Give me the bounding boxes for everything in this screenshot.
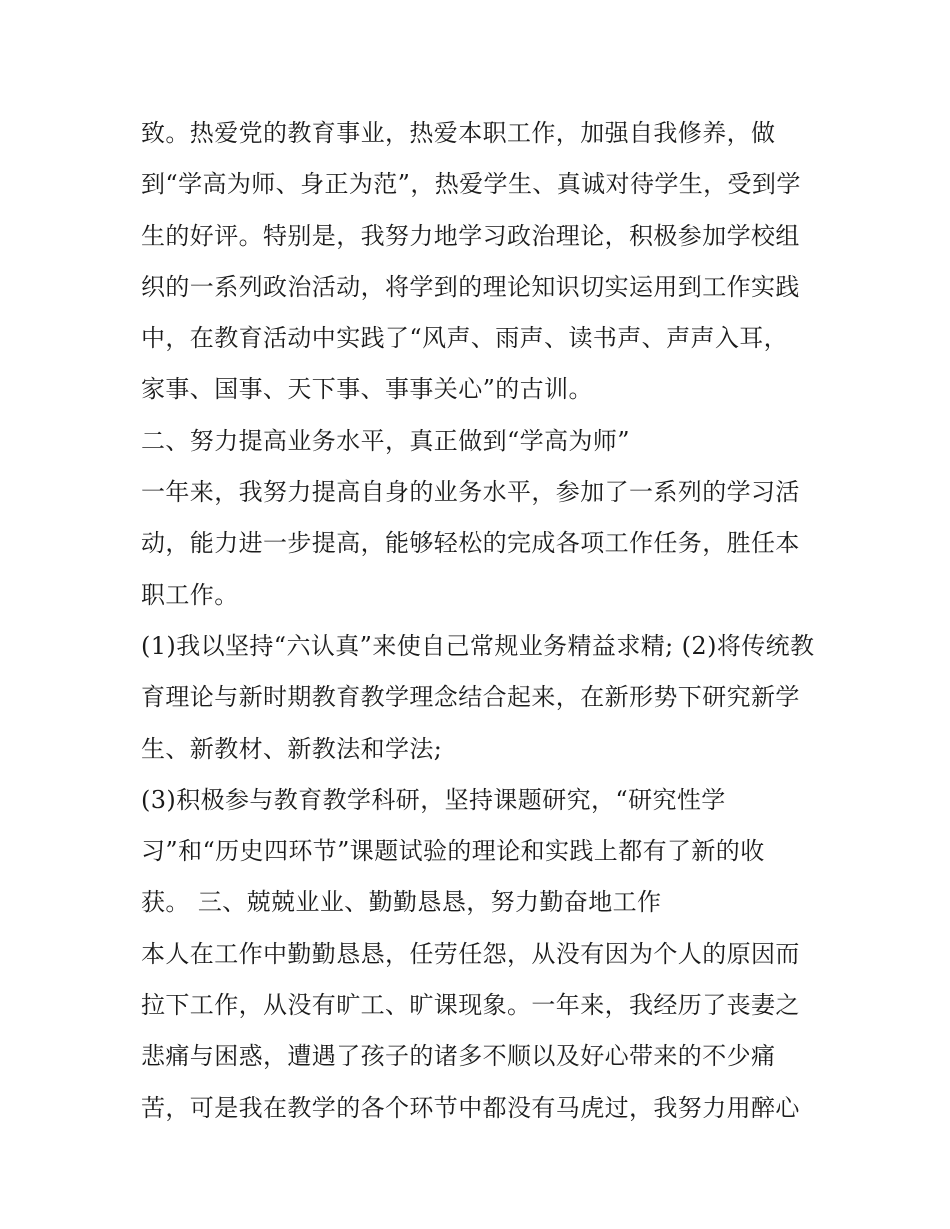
text-line: 苦，可是我在教学的各个环节中都没有马虎过，我努力用醉心 [141, 1093, 800, 1122]
text-line: 中，在教育活动中实践了“风声、雨声、读书声、声声入耳， [141, 324, 789, 353]
text-line: 家事、国事、天下事、事事关心”的古训。 [141, 375, 593, 404]
text-line: 本人在工作中勤勤恳恳，任劳任怨，从没有因为个人的原因而 [141, 939, 800, 968]
text-line: 职工作。 [141, 580, 239, 609]
text-line: 习”和“历史四环节”课题试验的理论和实践上都有了新的收 [141, 837, 765, 866]
text-line: 一年来，我努力提高自身的业务水平，参加了一系列的学习活 [141, 478, 800, 507]
text-line: 到“学高为师、身正为范”，热爱学生、真诚对待学生，受到学 [141, 170, 801, 199]
text-line: 生的好评。特别是，我努力地学习政治理论，积极参加学校组 [141, 221, 800, 250]
text-line: (3)积极参与教育教学科研，坚持课题研究，“研究性学 [141, 785, 726, 814]
text-line: 育理论与新时期教育教学理念结合起来，在新形势下研究新学 [141, 683, 800, 712]
text-line: 动，能力进一步提高，能够轻松的完成各项工作任务，胜任本 [141, 529, 800, 558]
text-line: 悲痛与困惑，遭遇了孩子的诸多不顺以及好心带来的不少痛 [141, 1042, 776, 1071]
text-line: 获。 三、兢兢业业、勤勤恳恳，努力勤奋地工作 [141, 888, 662, 917]
text-line: (1)我以坚持“六认真”来使自己常规业务精益求精; (2)将传统教 [141, 631, 815, 660]
text-line: 生、新教材、新教法和学法; [141, 734, 443, 763]
text-line: 致。热爱党的教育事业，热爱本职工作，加强自我修养，做 [141, 119, 776, 147]
text-line: 织的一系列政治活动，将学到的理论知识切实运用到工作实践 [141, 272, 800, 301]
text-line: 拉下工作，从没有旷工、旷课现象。一年来，我经历了丧妻之 [141, 991, 800, 1020]
body-text [141, 108, 831, 1134]
section-heading: 二、努力提高业务水平，真正做到“学高为师” [141, 426, 630, 455]
